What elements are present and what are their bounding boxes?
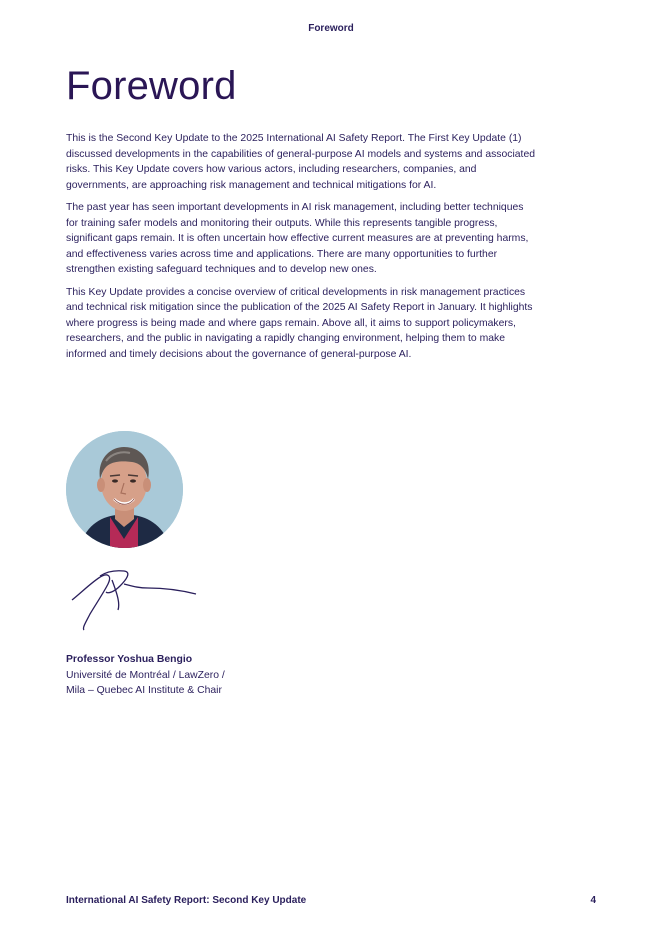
author-affiliation-line1: Université de Montréal / LawZero / (66, 669, 225, 681)
running-header: Foreword (308, 23, 354, 34)
paragraph-1: This is the Second Key Update to the 2025 International AI Safety Report. The First Key Update (1) discussed developments in the capabilities of general-purpose AI models and systems and associated risks. This Key Update covers how various actors, including researchers, companies, and governments, are approaching risk management and technical mitigations for AI. (66, 133, 536, 191)
footer-report-title: International AI Safety Report: Second Key Update (66, 895, 307, 906)
author-signature (68, 566, 200, 632)
author-name: Professor Yoshua Bengio (66, 654, 193, 665)
author-affiliation-line2: Mila – Quebec AI Institute & Chair (66, 685, 222, 696)
portrait-image (66, 431, 183, 548)
footer-page-number: 4 (590, 895, 596, 906)
paragraph-3: This Key Update provides a concise overview of critical developments in risk management practices and technical risk mitigation since the publication of the 2025 AI Safety Report in January. It highlights where progress is being made and where gaps remain. Above all, it aims to support policymakers, researchers, and the public in navigating a rapidly changing environment, helping them to make informed and timely decisions about the governance of general-purpose AI. (66, 286, 533, 360)
author-block (66, 652, 225, 699)
page-title: Foreword (66, 64, 237, 108)
author-portrait (66, 431, 183, 548)
paragraph-2: The past year has seen important developments in AI risk management, including better techniques for training safer models and monitoring their outputs. While this represents tangible progress, significant gaps remain. It is often uncertain how effective current measures are at preventing harms, and effectiveness varies across time and applications. There are many opportunities to further strengthen existing safeguard techniques and to develop new ones. (66, 202, 529, 275)
foreword-body (66, 131, 536, 369)
